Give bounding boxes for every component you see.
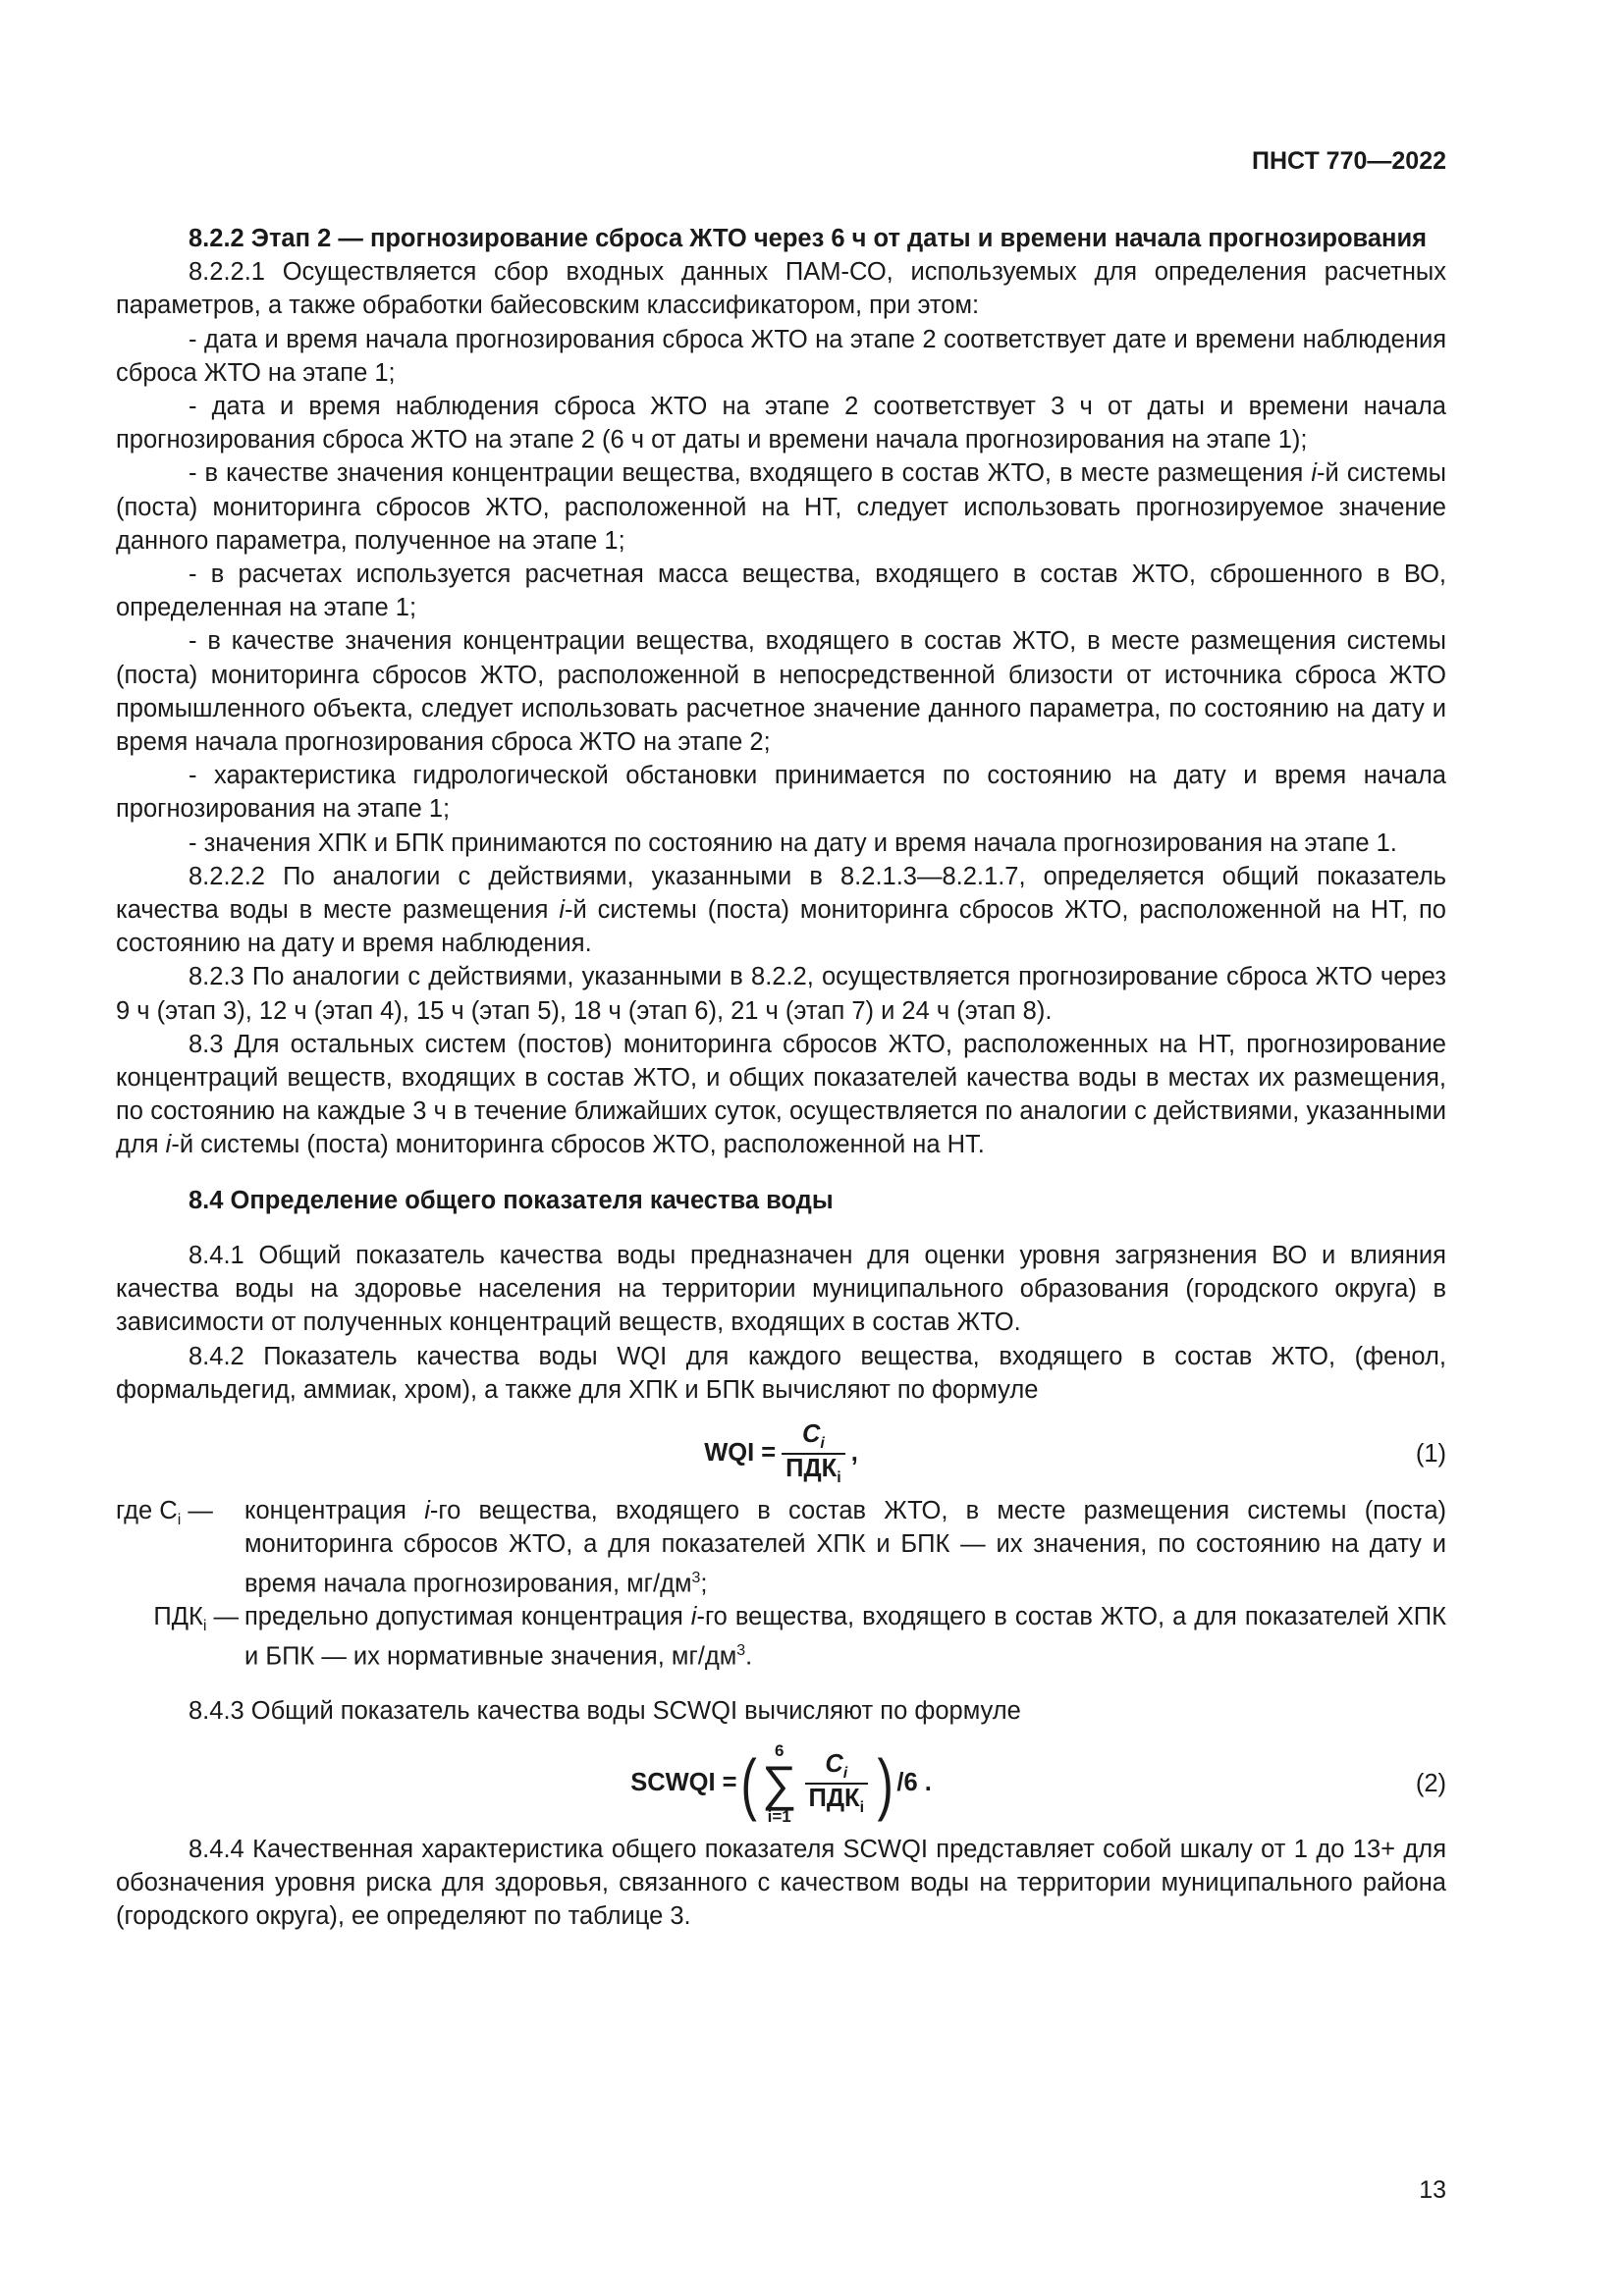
text: где C bbox=[116, 1497, 178, 1525]
definition-term bbox=[116, 1494, 239, 1600]
superscript: 3 bbox=[691, 1569, 701, 1586]
italic-i: i bbox=[690, 1603, 697, 1631]
bullet-6: - характеристика гидрологической обстановки принимается по состоянию на дату и время начала прогнозирования на этапе 1; bbox=[116, 762, 1446, 824]
document-code: ПНСТ 770—2022 bbox=[1252, 147, 1446, 175]
definition-ci bbox=[116, 1494, 1446, 1600]
fraction-numerator bbox=[798, 1420, 829, 1453]
subscript: i bbox=[177, 1512, 182, 1529]
formula-2-tail: /6 . bbox=[896, 1769, 932, 1797]
bullet-2: - дата и время наблюдения сброса ЖТО на этапе 2 соответствует 3 ч от даты и времени начала прогнозирования сброса ЖТО на этапе 2 (6 ч от даты и времени начала прогнозирования на этапе 1); bbox=[116, 393, 1446, 454]
paragraph-8-4-2: 8.4.2 Показатель качества воды WQI для каждого вещества, входящего в состав ЖТО, (фенол, формальдегид, аммиак, хром), а также для ХПК и БПК вычисляют по формуле bbox=[116, 1342, 1446, 1404]
symbol-pdk: ПДК bbox=[785, 1454, 838, 1482]
text: — bbox=[181, 1497, 213, 1525]
fraction-denominator bbox=[805, 1783, 869, 1817]
formula-1-lhs: WQI = bbox=[704, 1439, 777, 1468]
formula-2-number: (2) bbox=[1415, 1769, 1446, 1797]
text: ; bbox=[700, 1570, 708, 1598]
paragraph-8-4-3: 8.4.3 Общий показатель качества воды SCWQI вычисляют по формуле bbox=[189, 1697, 1021, 1726]
italic-i: i bbox=[559, 896, 566, 925]
text: концентрация bbox=[244, 1497, 425, 1525]
section-8-4-heading: 8.4 Определение общего показателя качества воды bbox=[189, 1186, 834, 1214]
definition-term bbox=[116, 1600, 239, 1673]
paragraph-8-4-4: 8.4.4 Качественная характеристика общего показателя SCWQI представляет собой шкалу от 1 до 13+ для обозначения уровня риска для здоровья, связанного с качеством воды на территории муниципального района (городского округа), ее определяют по таблице 3. bbox=[116, 1835, 1446, 1930]
italic-i: i bbox=[424, 1497, 430, 1525]
subscript: i bbox=[837, 1468, 841, 1486]
sum-lower-limit: i=1 bbox=[767, 1806, 791, 1826]
text: 8.2.2.2 По аналогии с действиями, указанными в 8.2.1.3—8.2.1.7, определяется общий показатель качества воды в месте размещения bbox=[116, 862, 1446, 925]
text: предельно допустимая концентрация bbox=[244, 1603, 691, 1631]
fraction-denominator bbox=[782, 1453, 845, 1487]
summation bbox=[762, 1742, 797, 1825]
paragraph-8-3 bbox=[116, 1028, 1446, 1162]
formula-1-number: (1) bbox=[1415, 1439, 1446, 1468]
formula-1-tail: , bbox=[850, 1439, 858, 1468]
superscript: 3 bbox=[736, 1641, 746, 1659]
bullet-4: - в расчетах используется расчетная масса вещества, входящего в состав ЖТО, сброшенного в ВО, определенная на этапе 1; bbox=[116, 561, 1446, 622]
formula-1-fraction bbox=[782, 1420, 845, 1486]
paragraph-8-2-2-2 bbox=[116, 860, 1446, 961]
subscript: i bbox=[842, 1764, 848, 1782]
subscript: i bbox=[202, 1618, 207, 1635]
text: - в качестве значения концентрации вещества, входящего в состав ЖТО, в месте размещения bbox=[189, 459, 1312, 488]
formula-2-fraction bbox=[805, 1750, 869, 1816]
section-8-2-2-heading: 8.2.2 Этап 2 — прогнозирование сброса ЖТО через 6 ч от даты и времени начала прогнозирования bbox=[189, 225, 1428, 252]
paragraph-8-4-1: 8.4.1 Общий показатель качества воды предназначен для оценки уровня загрязнения ВО и влияния качества воды на здоровье населения на территории муниципального образования (городского округа) в зависимости от полученных концентраций веществ, входящих в состав ЖТО. bbox=[116, 1241, 1446, 1337]
definition-pdki bbox=[116, 1600, 1446, 1673]
symbol-c: C bbox=[825, 1749, 843, 1778]
text: -й системы (поста) мониторинга сбросов ЖТО, расположенной на НТ, следует использовать прогнозируемое значение данного параметра, полученное на этапе 1; bbox=[116, 459, 1446, 555]
text: . bbox=[745, 1642, 753, 1671]
page-content bbox=[116, 222, 1446, 1933]
text: -й системы (поста) мониторинга сбросов ЖТО, расположенной на НТ, по состоянию на дату и время наблюдения. bbox=[116, 896, 1446, 958]
symbol-c: C bbox=[801, 1419, 821, 1448]
bullet-3 bbox=[116, 456, 1446, 558]
formula-2-lhs: SCWQI = bbox=[630, 1769, 737, 1797]
fraction-numerator bbox=[821, 1750, 851, 1783]
italic-i: i bbox=[1311, 459, 1318, 488]
text: ПДК bbox=[153, 1603, 203, 1631]
text: -го вещества, входящего в состав ЖТО, в месте размещения системы (поста) мониторинга сбросов ЖТО, а для показателей ХПК и БПК — их значения, по состоянию на дату и время начала прогнозирования, мг/дм bbox=[244, 1497, 1446, 1598]
paragraph-8-2-3: 8.2.3 По аналогии с действиями, указанными в 8.2.2, осуществляется прогнозирование сброса ЖТО через 9 ч (этап 3), 12 ч (этап 4), 15 ч (этап 5), 18 ч (этап 6), 21 ч (этап 7) и 24 ч (этап 8). bbox=[116, 963, 1446, 1025]
sum-upper-limit: 6 bbox=[774, 1740, 785, 1760]
definition-text bbox=[244, 1600, 1446, 1673]
text: -го вещества, входящего в состав ЖТО, а для показателей ХПК и БПК — их нормативные значения, мг/дм bbox=[244, 1603, 1446, 1671]
left-paren: ( bbox=[740, 1744, 757, 1822]
subscript: i bbox=[820, 1435, 825, 1452]
formula-2 bbox=[116, 1742, 1446, 1825]
bullet-5: - в качестве значения концентрации вещества, входящего в состав ЖТО, в месте размещения системы (поста) мониторинга сбросов ЖТО, расположенной в непосредственной близости от источника сброса ЖТО промышленного объекта, следует использовать расчетное значение данного параметра, по состоянию на дату и время начала прогнозирования сброса ЖТО на этапе 2; bbox=[116, 627, 1446, 757]
text: 8.3 Для остальных систем (постов) мониторинга сбросов ЖТО, расположенных на НТ, прогнозирование концентраций веществ, входящих в состав ЖТО, и общих показателей качества воды в местах их размещения, по состоянию на каждые 3 ч в течение ближайших суток, осуществляется по аналогии с действиями, указанными для bbox=[116, 1030, 1446, 1159]
page-number: 13 bbox=[1419, 2176, 1446, 2204]
text: — bbox=[206, 1603, 239, 1631]
text: -й системы (поста) мониторинга сбросов ЖТО, расположенной на НТ. bbox=[171, 1131, 985, 1159]
definition-text bbox=[244, 1494, 1446, 1600]
sigma-symbol: ∑ bbox=[761, 1755, 797, 1811]
definitions bbox=[116, 1494, 1446, 1673]
paragraph-8-2-2-1: 8.2.2.1 Осуществляется сбор входных данных ПАМ-СО, используемых для определения расчетных параметров, а также обработки байесовским классификатором, при этом: bbox=[116, 258, 1446, 320]
italic-i: i bbox=[165, 1131, 172, 1159]
subscript: i bbox=[859, 1798, 865, 1816]
bullet-7: - значения ХПК и БПК принимаются по состоянию на дату и время начала прогнозирования на этапе 1. bbox=[189, 828, 1397, 857]
bullet-1: - дата и время начала прогнозирования сброса ЖТО на этапе 2 соответствует дате и времени наблюдения сброса ЖТО на этапе 1; bbox=[116, 325, 1446, 387]
formula-1 bbox=[116, 1420, 1446, 1486]
symbol-pdk: ПДК bbox=[808, 1784, 860, 1812]
right-paren: ) bbox=[877, 1744, 893, 1822]
